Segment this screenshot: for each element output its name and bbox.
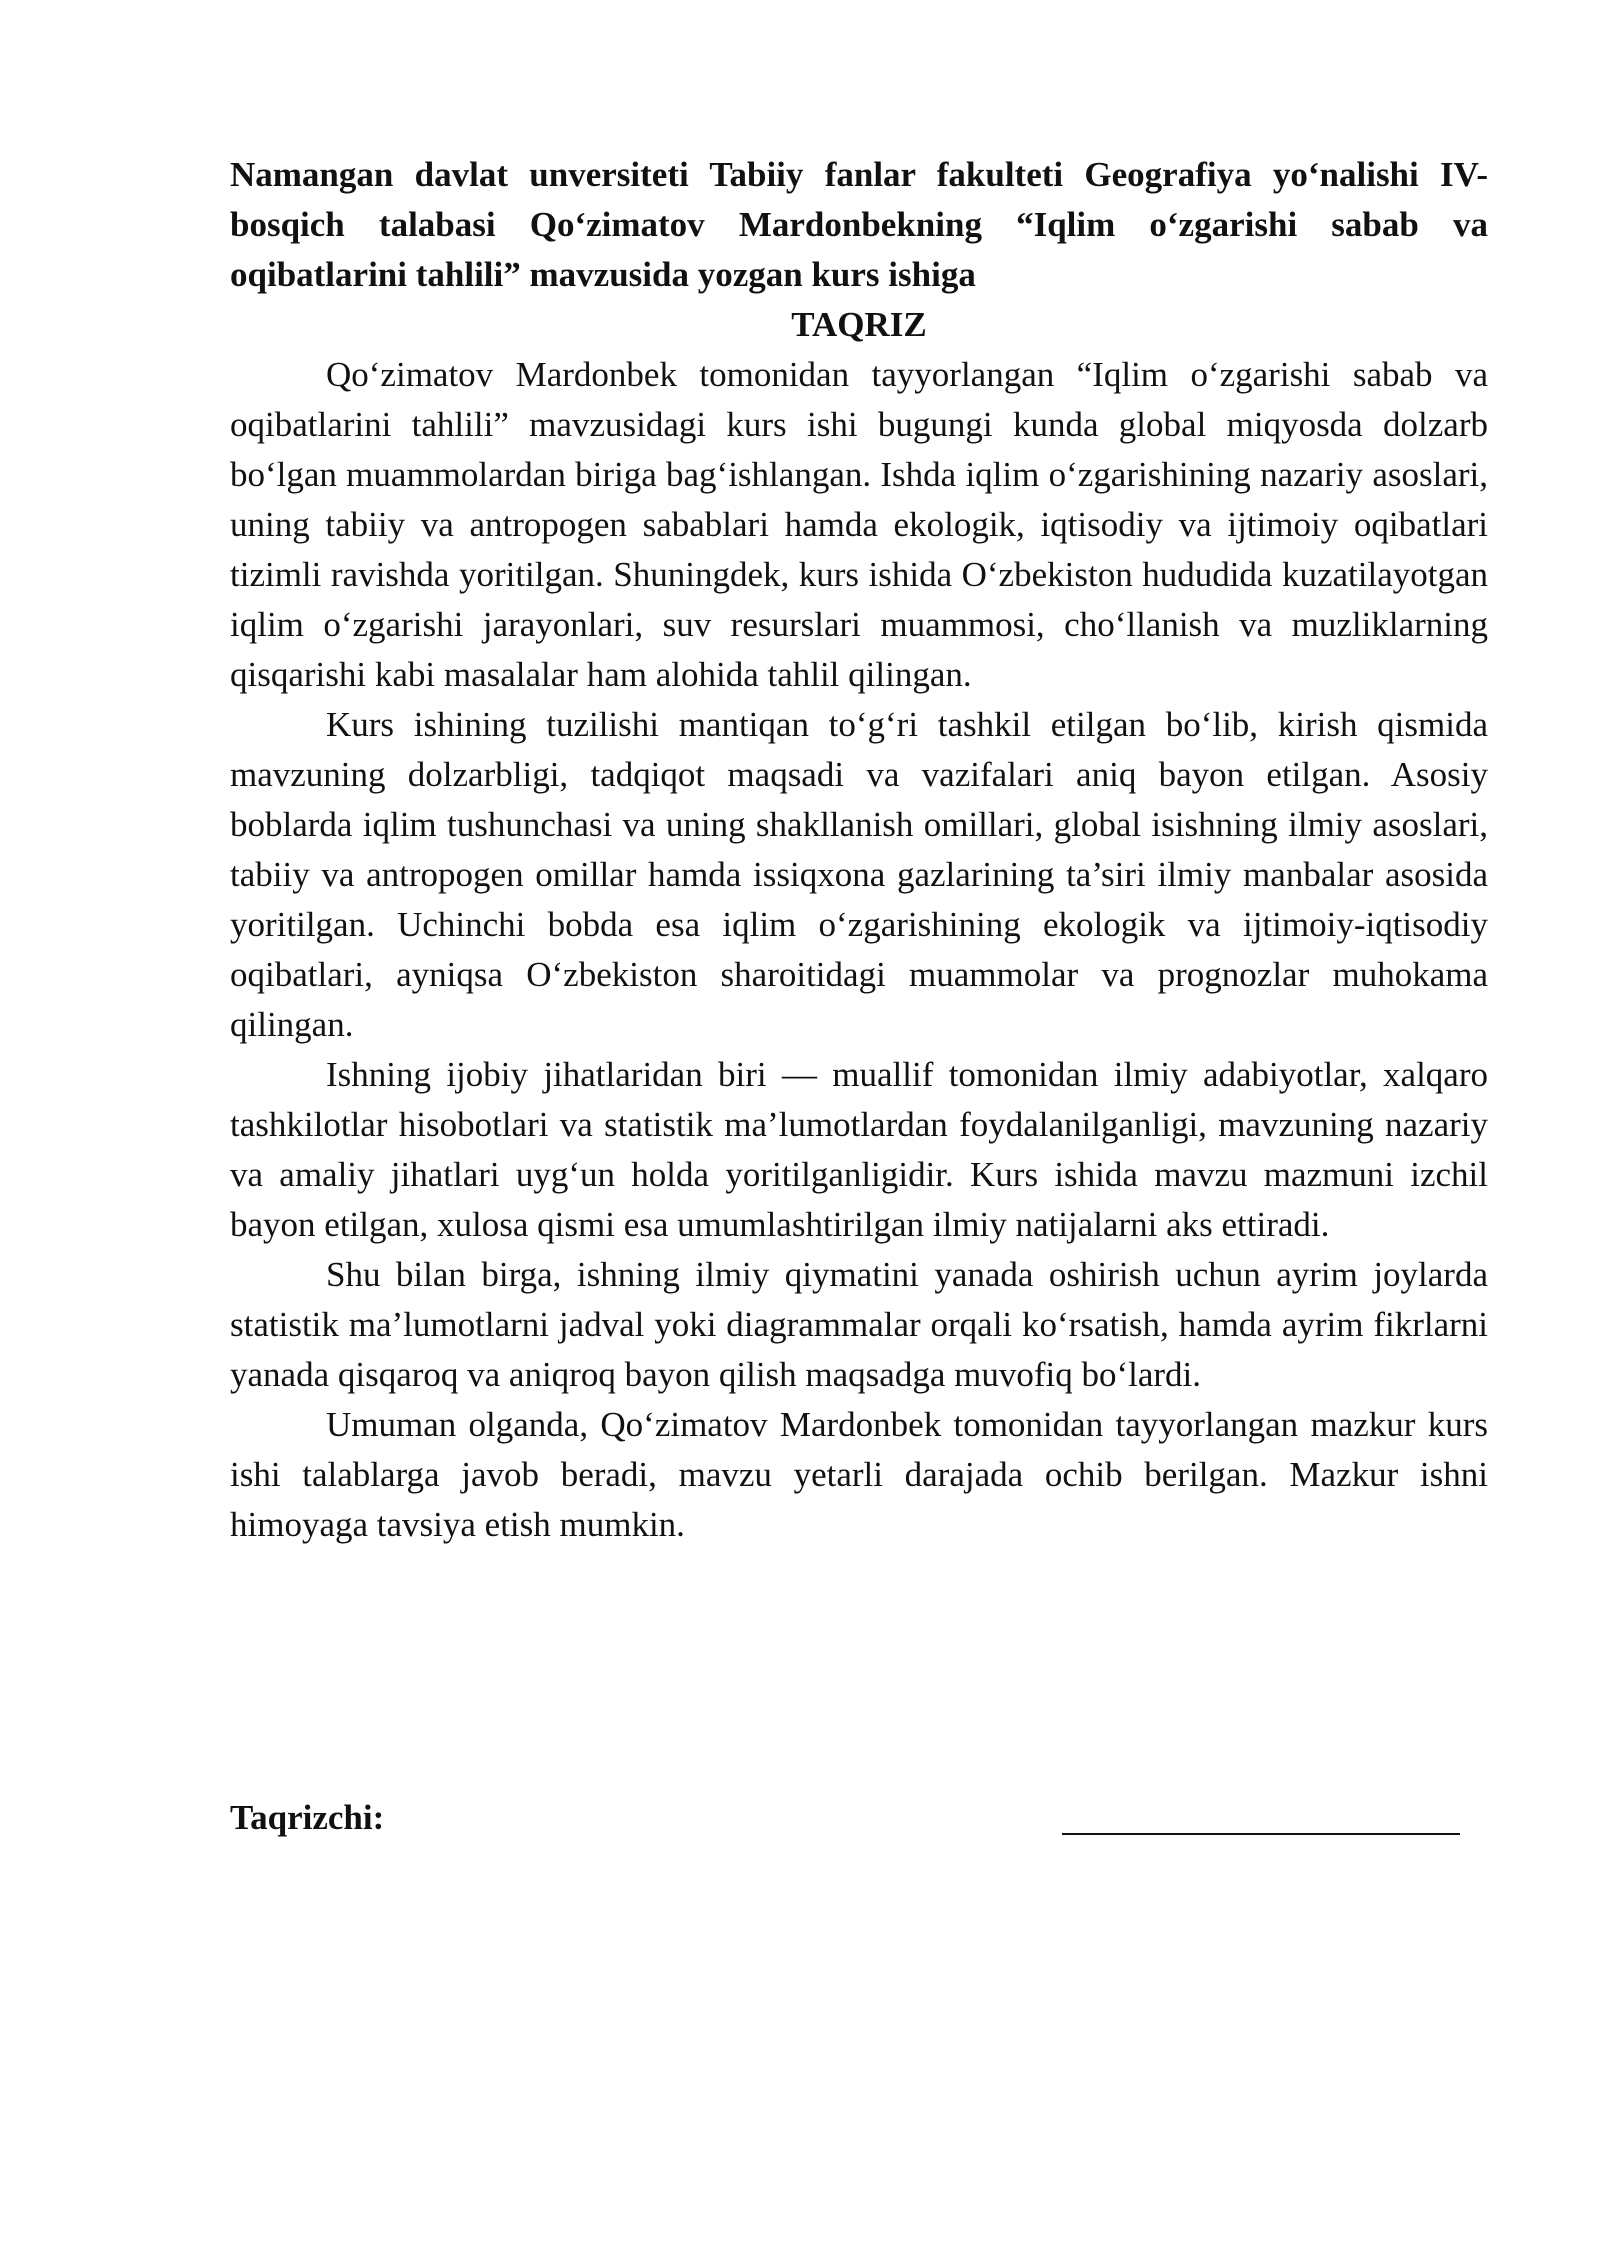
review-paragraph: Shu bilan birga, ishning ilmiy qiymatini yanada oshirish uchun ayrim joylarda statistik ma’lumotlarni jadval yoki diagrammalar orqali ko‘rsatish, hamda ayrim fikrlarni yanada qisqaroq va aniqroq bayon qilish maqsadga muvofiq bo‘lardi. <box>230 1255 1488 1394</box>
signature-line <box>1062 1833 1460 1835</box>
review-paragraph: Qo‘zimatov Mardonbek tomonidan tayyorlangan “Iqlim o‘zgarishi sabab va oqibatlarini tahlili” mavzusidagi kurs ishi bugungi kunda global miqyosda dolzarb bo‘lgan muammolardan biriga bag‘ishlangan. Ishda iqlim o‘zgarishining nazariy asoslari, uning tabiiy va antropogen sabablari hamda ekologik, iqtisodiy va ijtimoiy oqibatlari tizimli ravishda yoritilgan. Shuningdek, kurs ishida O‘zbekiston hududida kuzatilayotgan iqlim o‘zgarishi jarayonlari, suv resurslari muammosi, cho‘llanish va muzliklarning qisqarishi kabi masalalar ham alohida tahlil qilingan. <box>230 355 1488 694</box>
document-page <box>230 150 1488 1550</box>
reviewer-label: Taqrizchi: <box>230 1798 385 1837</box>
document-title: TAQRIZ <box>791 305 927 344</box>
review-paragraph: Umuman olganda, Qo‘zimatov Mardonbek tomonidan tayyorlangan mazkur kurs ishi talablarga javob beradi, mavzu yetarli darajada ochib berilgan. Mazkur ishni himoyaga tavsiya etish mumkin. <box>230 1405 1488 1544</box>
review-paragraph: Ishning ijobiy jihatlaridan biri — muallif tomonidan ilmiy adabiyotlar, xalqaro tashkilotlar hisobotlari va statistik ma’lumotlardan foydalanilganligi, mavzuning nazariy va amaliy jihatlari uyg‘un holda yoritilganligidir. Kurs ishida mavzu mazmuni izchil bayon etilgan, xulosa qismi esa umumlashtirilgan ilmiy natijalarni aks ettiradi. <box>230 1055 1488 1244</box>
document-header: Namangan davlat unversiteti Tabiiy fanlar fakulteti Geografiya yo‘nalishi IV-bosqich talabasi Qo‘zimatov Mardonbekning “Iqlim o‘zgarishi sabab va oqibatlarini tahlili” mavzusida yozgan kurs ishiga <box>230 155 1488 294</box>
review-paragraph: Kurs ishining tuzilishi mantiqan to‘g‘ri tashkil etilgan bo‘lib, kirish qismida mavzuning dolzarbligi, tadqiqot maqsadi va vazifalari aniq bayon etilgan. Asosiy boblarda iqlim tushunchasi va uning shakllanish omillari, global isishning ilmiy asoslari, tabiiy va antropogen omillar hamda issiqxona gazlarining ta’siri ilmiy manbalar asosida yoritilgan. Uchinchi bobda esa iqlim o‘zgarishining ekologik va ijtimoiy-iqtisodiy oqibatlari, ayniqsa O‘zbekiston sharoitidagi muammolar va prognozlar muhokama qilingan. <box>230 705 1488 1044</box>
signature-block <box>230 1793 1460 1843</box>
